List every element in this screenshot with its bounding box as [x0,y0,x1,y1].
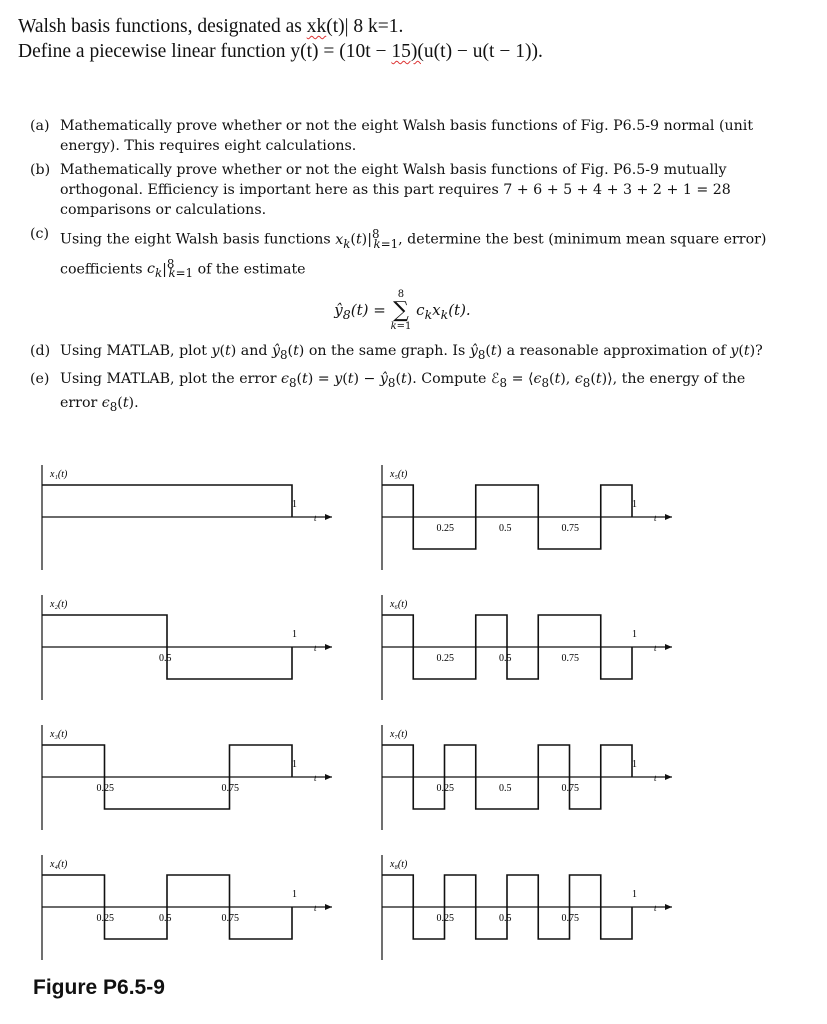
tick-label: 0.75 [561,913,579,924]
tick-label: 0.5 [499,913,512,924]
spellcheck-word-2: 15)( [391,41,424,62]
part-e-text: Using MATLAB, plot the error $\epsilon_8(t) = y(t)$ − $ŷ_8(t)$. Compute ℰ$_8$ = $⟨\epsilon_8(t)$, $\epsilon_8(t)⟩$, the energy of the error $\epsilon_8(t)$. [60,370,746,414]
tick-label: 0.75 [561,653,579,664]
walsh-x4-plot [40,855,340,965]
walsh-x5-plot [380,465,680,575]
figure-caption: Figure P6.5-9 [33,976,165,999]
tick-label: 1 [292,499,297,510]
estimate-equation: $ŷ_8(t)$ = 8 ∑ k=1 $c_kx_k(t)$. [334,289,471,333]
tick-label: 1 [632,629,637,640]
header-line-1-end: (t)| 8 k=1. [326,16,404,37]
time-arrow-icon [665,514,672,520]
tick-label: 0.5 [499,653,512,664]
time-axis-label: t [314,513,317,523]
tick-label: 0.25 [96,783,114,794]
tick-label: 0.5 [159,913,172,924]
time-axis-label: t [654,773,657,783]
part-a-text: Mathematically prove whether or not the eight Walsh basis functions of Fig. P6.5-9 normal (unit energy). This requires eight calculations. [60,118,754,154]
part-b [30,160,775,220]
function-label: x₇(t) [390,729,408,740]
tick-label: 1 [632,759,637,770]
header-line-2-end: u(t) − u(t − 1)). [423,41,543,62]
tick-label: 0.75 [561,523,579,534]
function-label: x₂(t) [50,599,68,610]
time-arrow-icon [665,774,672,780]
tick-label: 0.25 [96,913,114,924]
tick-label: 1 [292,889,297,900]
tick-label: 0.75 [561,783,579,794]
walsh-x2-plot [40,595,340,705]
part-e [30,369,775,417]
walsh-x6-plot [380,595,680,705]
tick-label: 1 [292,629,297,640]
header-line-2-text: Define a piecewise linear function y(t) = (10t − [18,41,392,62]
problem-header [18,14,543,64]
part-d-label: (d) [30,343,51,360]
walsh-x8-plot [380,855,680,965]
tick-label: 0.5 [499,783,512,794]
tick-label: 0.5 [159,653,172,664]
part-c [30,224,775,283]
tick-label: 1 [632,499,637,510]
part-d [30,341,775,365]
tick-label: 0.25 [436,913,454,924]
walsh-x3-plot [40,725,340,835]
walsh-x1-plot [40,465,340,575]
time-axis-label: t [314,643,317,653]
part-b-text: Mathematically prove whether or not the eight Walsh basis functions of Fig. P6.5-9 mutually orthogonal. Efficiency is important here as this part requires 7 + 6 + 5 + 4 + 3 + 2 + 1 = 28 comparisons or calculations. [60,162,731,218]
tick-label: 0.75 [221,913,239,924]
function-label: x₃(t) [50,729,68,740]
waveform-1 [42,485,292,517]
function-label: x₆(t) [390,599,408,610]
tick-label: 1 [632,889,637,900]
time-arrow-icon [325,774,332,780]
part-e-label: (e) [30,370,50,387]
part-c-label: (c) [30,226,50,242]
function-label: x₈(t) [390,859,408,870]
tick-label: 0.25 [436,653,454,664]
header-line-1-text: Walsh basis functions, designated as [18,16,307,37]
header-line-2 [18,39,543,64]
time-axis-label: t [654,513,657,523]
tick-label: 0.5 [499,523,512,534]
time-arrow-icon [665,904,672,910]
part-a [30,116,775,156]
time-arrow-icon [325,644,332,650]
problem-statement [30,116,775,421]
part-d-text: Using MATLAB, plot y(t) and $ŷ_8(t)$ on the same graph. Is $ŷ_8(t)$ a reasonable approximation of y(t)? [60,343,763,362]
part-a-label: (a) [30,118,50,134]
part-c-text: Using the eight Walsh basis functions $x_k(t)|^8_{k=1}$, determine the best (minimum mean square error) coefficients $c_k|^8_{k=1}$ of the estimate [60,227,767,281]
tick-label: 1 [292,759,297,770]
time-axis-label: t [314,903,317,913]
part-b-label: (b) [30,162,51,178]
tick-label: 0.25 [436,523,454,534]
time-arrow-icon [325,904,332,910]
walsh-x7-plot [380,725,680,835]
function-label: x₅(t) [390,469,408,480]
time-arrow-icon [665,644,672,650]
time-axis-label: t [314,773,317,783]
spellcheck-word: xk [306,16,327,37]
time-arrow-icon [325,514,332,520]
tick-label: 0.75 [221,783,239,794]
time-axis-label: t [654,903,657,913]
function-label: x₁(t) [50,469,68,480]
tick-label: 0.25 [436,783,454,794]
header-line-1 [18,14,543,39]
function-label: x₄(t) [50,859,68,870]
time-axis-label: t [654,643,657,653]
